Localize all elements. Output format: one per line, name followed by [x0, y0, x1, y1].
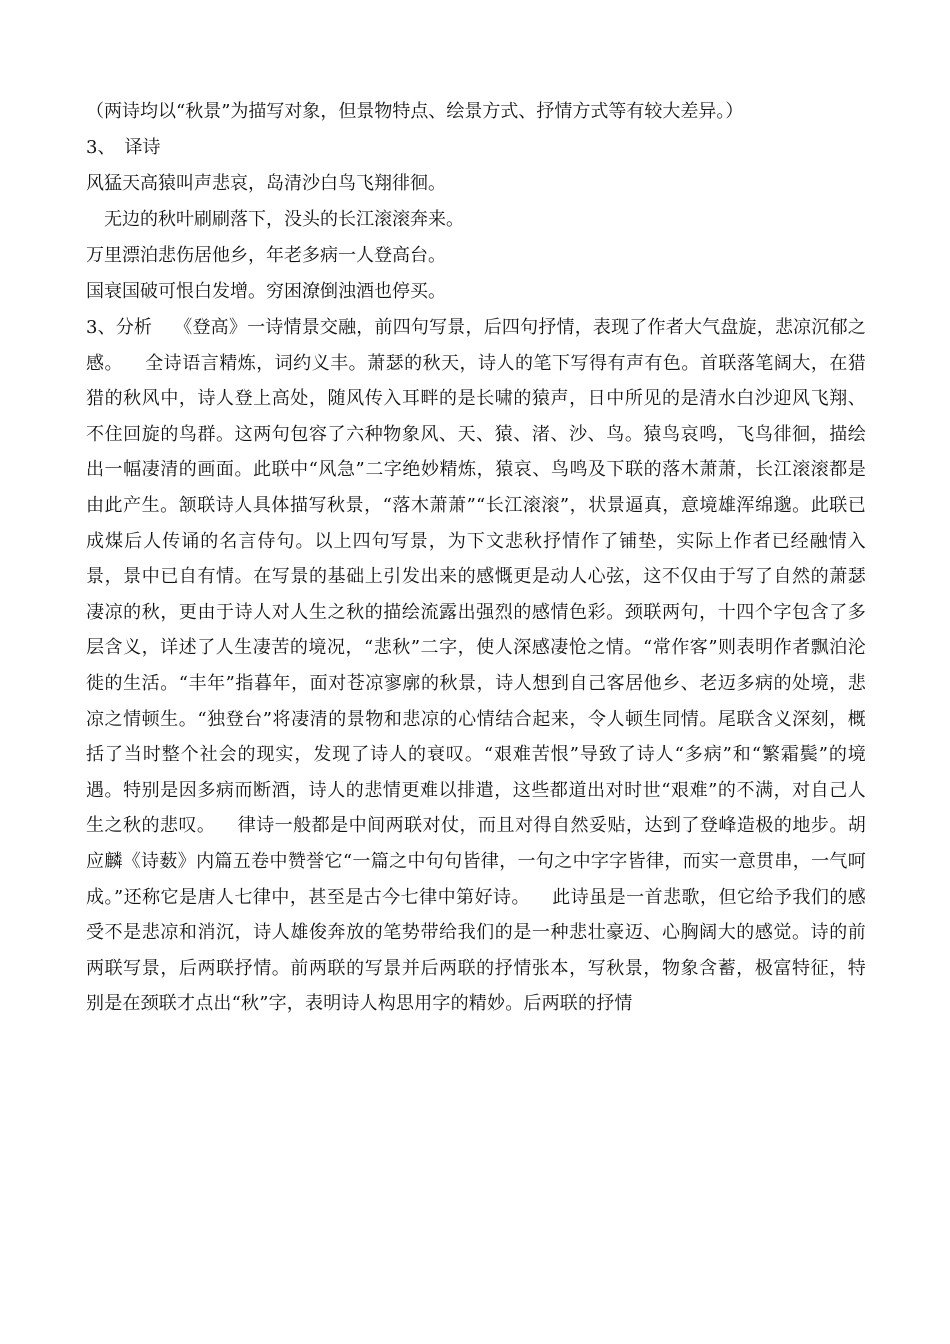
analysis-text-3: 律诗一般都是中间两联对仗，而且对得自然妥贴，达到了登峰造极的地步。胡应麟《诗薮》内篇五卷中赞誉它“一篇之中句句皆律，一句之中字字皆律，而实一意贯串，一气呵成。”还称它是唐人七律中，甚至是古今七律中第好诗。	[86, 815, 867, 908]
section-heading-analysis: 3、分析	[86, 317, 153, 338]
document-page	[86, 94, 866, 1022]
translation-line-1: 风猛天高猿叫声悲哀，岛清沙白鸟飞翔徘徊。	[86, 173, 446, 194]
section-heading-translation: 3、 译诗	[86, 137, 161, 158]
analysis-text-1: 《登高》一诗情景交融，前四句写景，后四句抒情，表现了作者大气盘旋，悲凉沉郁之感。	[86, 317, 866, 374]
translation-line-2: 无边的秋叶刷刷落下，没头的长江滚滚奔来。	[104, 209, 464, 230]
analysis-text-2: 全诗语言精炼，词约义丰。萧瑟的秋天，诗人的笔下写得有声有色。首联落笔阔大，在猎猎的秋风中，诗人登上高处，随风传入耳畔的是长啸的猿声，日中所见的是清水白沙迎风飞翔、不住回旋的鸟群。这两句包容了六种物象风、天、猿、渚、沙、鸟。猿鸟哀鸣，飞鸟徘徊，描绘出一幅凄清的画面。此联中“风急”二字绝妙精炼，猿哀、鸟鸣及下联的落木萧萧，长江滚滚都是由此产生。颔联诗人具体描写秋景，“落木萧萧”“长江滚滚”，状景逼真，意境雄浑绵邈。此联已成煤后人传诵的名言侍句。以上四句写景，为下文悲秋抒情作了铺垫，实际上作者已经融情入景，景中已自有情。在写景的基础上引发出来的感慨更是动人心弦，这不仅由于写了自然的萧瑟凄凉的秋，更由于诗人对人生之秋的描绘流露出强烈的感情色彩。颈联两句，十四个字包含了多层含义，详述了人生凄苦的境况，“悲秋”二字，使人深感凄怆之情。“常作客”则表明作者飘泊沦徙的生活。“丰年”指暮年，面对苍凉寥廓的秋景，诗人想到自己客居他乡、老迈多病的处境，悲凉之情顿生。“独登台”将凄清的景物和悲凉的心情结合起来，令人顿生同情。尾联含义深刻，概括了当时整个社会的现实，发现了诗人的衰叹。“艰难苦恨”导致了诗人“多病”和“繁霜鬓”的境遇。特别是因多病而断酒，诗人的悲情更难以排遣，这些都道出对时世“艰难”的不满，对自己人生之秋的悲叹。	[86, 352, 867, 837]
analysis-paragraph	[86, 310, 866, 1022]
translation-line-3: 万里漂泊悲伤居他乡，年老多病一人登高台。	[86, 245, 446, 266]
analysis-text-4: 此诗虽是一首悲歌，但它给予我们的感受不是悲凉和消沉，诗人雄俊奔放的笔势带给我们的是一种悲壮豪迈、心胸阔大的感觉。诗的前两联写景，后两联抒情。前两联的写景并后两联的抒情张本，写秋景，物象含蓄，极富特征，特别是在颈联才点出“秋”字，表明诗人构思用字的精妙。后两联的抒情	[86, 886, 866, 1015]
translation-line-4: 国衰国破可恨白发增。穷困潦倒浊酒也停买。	[86, 281, 446, 302]
intro-note: （两诗均以“秋景”为描写对象，但景物特点、绘景方式、抒情方式等有较大差异。）	[86, 101, 744, 122]
